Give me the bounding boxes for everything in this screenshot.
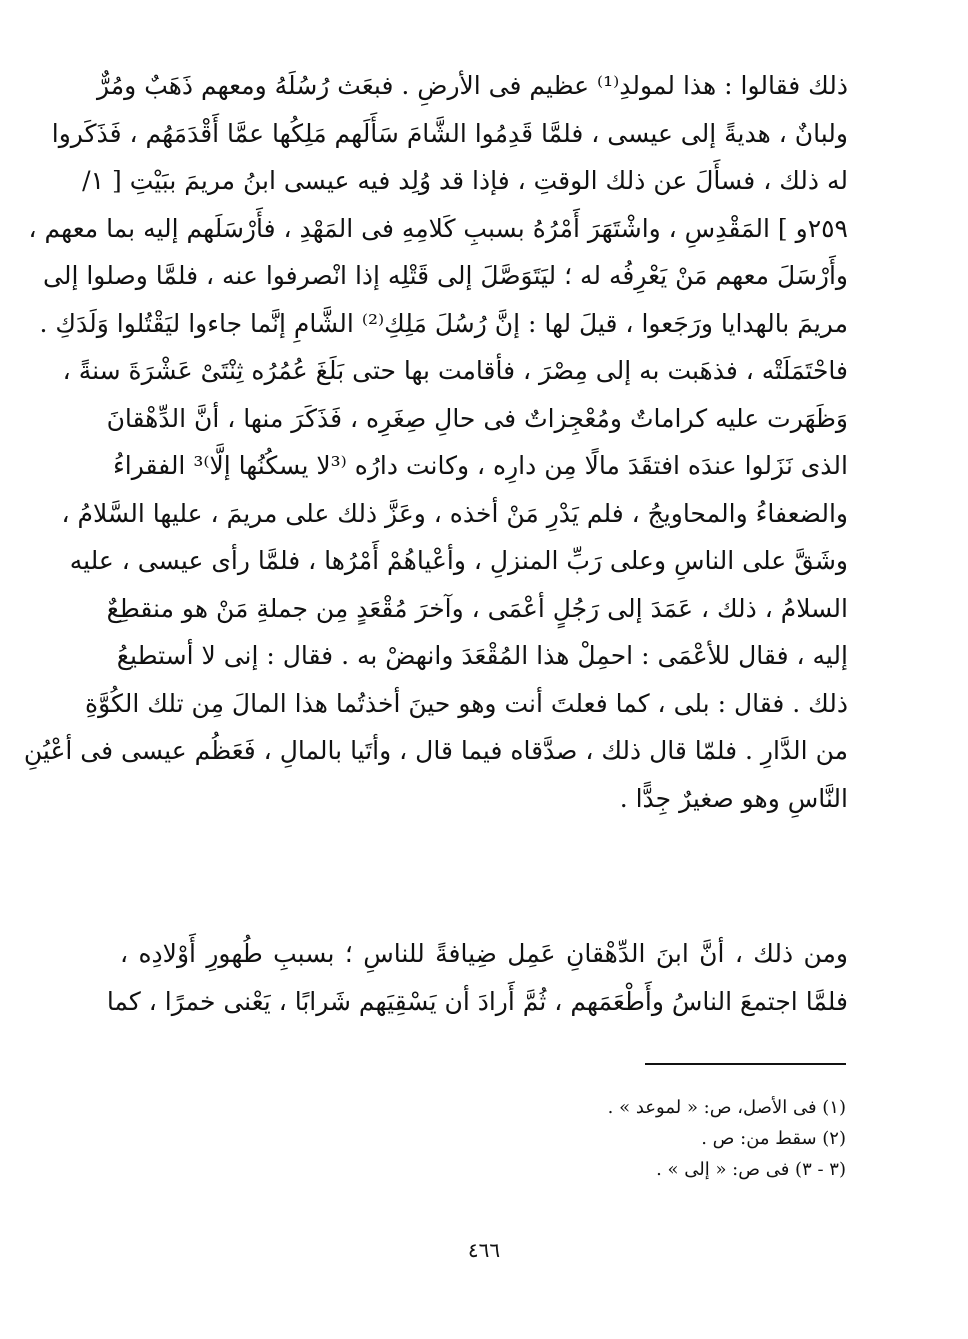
body-line: من الدَّارِ . فلمّا قال ذلك ، صدَّقاه فيما قال ، وأتَيا بالمالِ ، فَعَظُم عيسى فى أعْيُنِ bbox=[23, 736, 848, 765]
body-line: والضعفاءُ والمحاويجُ ، فلم يَدْرِ مَنْ أخذه ، وعَزَّ ذلك على مريمَ ، عليها السَّلامُ ، bbox=[61, 498, 848, 528]
body-line: فلمَّا اجتمعَ الناسُ وأَطْعَمَهم ، ثُمَّ أَرادَ أن يَسْقِيَهم شَرابًا ، يَعْنى خمرًا ، كما bbox=[106, 986, 848, 1016]
body-line: النَّاسِ وهو صغيرٌ جِدًّا . bbox=[619, 783, 848, 813]
body-paragraph-2 bbox=[106, 930, 848, 1025]
body-line: ذلك فقالوا : هذا لمولدِ⁽¹⁾ عظيم فى الأرضِ . فبعَث رُسُلَهُ ومعهم ذَهَبٌ ومُرٌّ bbox=[97, 71, 848, 100]
body-line: وأَرْسَلَ معهم مَنْ يَعْرِفُه له ؛ ليَتَوَصَّلَ إلى قَتْلِه إذا انْصرفوا عنه ، فلمَّا وصلوا إلى bbox=[43, 261, 848, 290]
footnote-1: (١) فى الأصل، ص: « لموعد » . bbox=[607, 1097, 846, 1118]
footnote-3: (٣ - ٣) فى ص: « إلى » . bbox=[656, 1159, 846, 1180]
footnote-2: (٢) سقط من: ص . bbox=[701, 1128, 846, 1149]
body-paragraph-1 bbox=[23, 62, 848, 822]
body-line: ٢٥٩و ] المَقْدِسِ ، واشْتَهَرَ أَمْرُهُ بسببِ كَلامِهِ فى المَهْدِ ، فأَرْسَلَهم إليه بما معهم ، bbox=[28, 213, 848, 243]
body-line: ولبانٌ ، هديةً إلى عيسى ، فلمَّا قَدِمُوا الشَّامَ سَأَلَهم مَلِكُها عمَّا أَقْدَمَهُم ، فَذَكَروا bbox=[51, 118, 848, 148]
body-line: السلامُ ، ذلك ، عَمَدَ إلى رَجُلٍ أعْمَى ، وآخرَ مُقْعَدٍ مِن جملةِ مَنْ هو منقطِعٌ bbox=[106, 593, 848, 623]
body-line: إليه ، فقال للأعْمَى : احمِلْ هذا المُقْعَدَ وانهضْ به . فقال : إنى لا أستطيعُ bbox=[116, 641, 848, 670]
page-number: ٤٦٦ bbox=[467, 1238, 501, 1262]
body-line: الذى نَزَلوا عندَه افتقَدَ مالًا مِن دارِه ، وكانت دارُه ⁽³لا يسكُنُها إلَّا⁾³ الفقراءُ bbox=[113, 451, 848, 480]
body-line: ومن ذلك ، أنَّ ابنَ الدِّهْقانِ عَمِل ضِيافةً للناسِ ؛ بسببِ طُهورِ أَوْلادِه ، bbox=[120, 939, 848, 968]
body-line: وَظَهَرت عليه كراماتٌ ومُعْجِزاتٌ فى حالِ صِغَرِه ، فَذَكَرَ منها ، أنَّ الدِّهْقانَ bbox=[106, 403, 848, 433]
body-line: ذلك . فقال : بلى ، كما فعلتَ أنت وهو حينَ أخذتُما هذا المالَ مِن تلك الكُوَّةِ bbox=[84, 688, 848, 718]
footnotes bbox=[400, 1092, 846, 1185]
body-line: مريمَ بالهدايا ورَجَعوا ، قيلَ لها : إنَّ رُسُلَ مَلِكِ⁽²⁾ الشَّامِ إنَّما جاءوا ليَقْتُلوا وَلَدَكِ . bbox=[39, 308, 848, 338]
body-line: وشَقَّ على الناسِ وعلى رَبِّ المنزلِ ، وأعْياهُمْ أَمْرُها ، فلمَّا رأى عيسى ، عليه bbox=[69, 546, 848, 575]
footnote-separator bbox=[645, 1063, 846, 1065]
body-line: فاحْتَمَلَتْه ، فذهَبت به إلى مِصْرَ ، فأقامت بها حتى بَلَغَ عُمُرُه ثِنْتَىْ عَشْرَةَ سنةً ، bbox=[62, 356, 848, 385]
body-line: له ذلك ، فسأَلَ عن ذلك الوقتِ ، فإذا قد وُلِد فيه عيسى ابنُ مريمَ ببَيْتِ [ ١/ bbox=[82, 166, 848, 195]
